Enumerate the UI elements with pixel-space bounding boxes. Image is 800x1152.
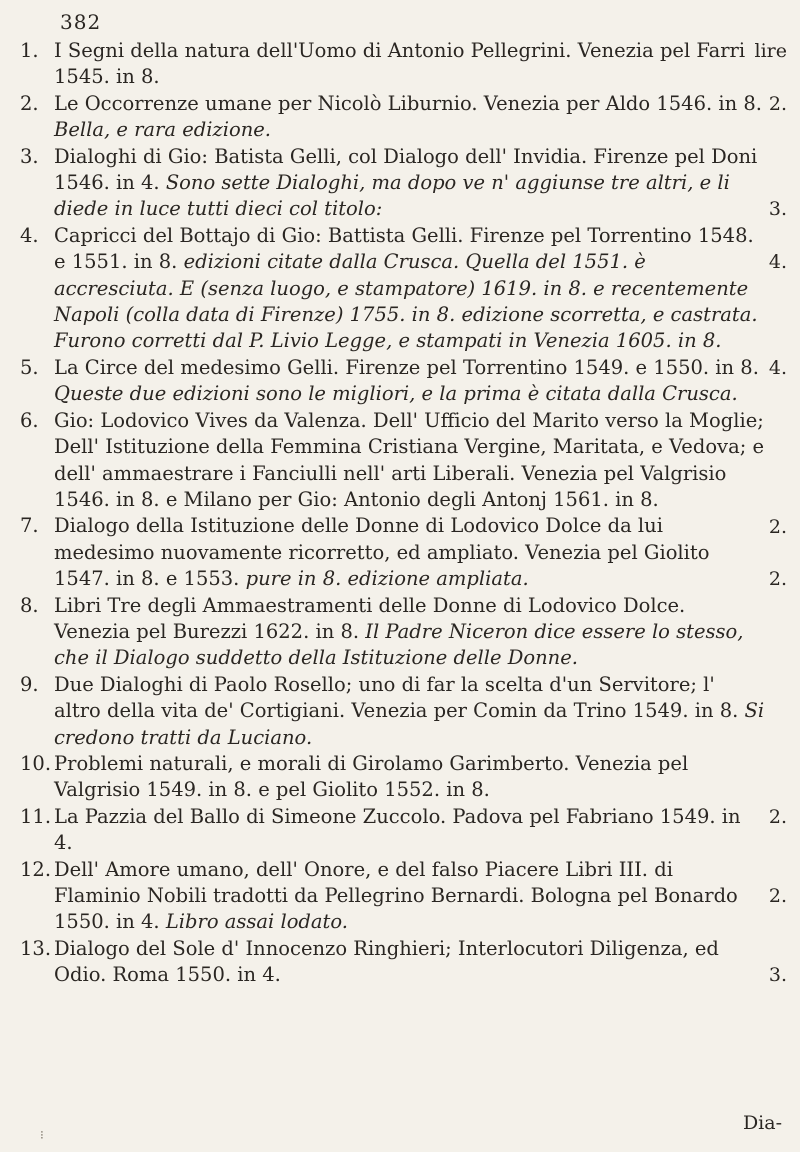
entry-text: Problemi naturali, e morali di Girolamo Garimberto. Venezia pel Valgrisio 1549. in 8. e pel Giolito 1552. in 8. [54,751,689,802]
entry-number: 1. [20,39,39,62]
entry-note: Sono sette Dialoghi, ma dopo ve n' aggiunse tre altri, e li diede in luce tutti dieci col titolo: [54,171,730,221]
entry-price: 4. [768,356,787,379]
entry-text: La Pazzia del Ballo di Simeone Zuccolo. Padova pel Fabriano 1549. in 4. [54,804,741,855]
catalog-entry [20,38,787,91]
entry-price: 2. [768,92,787,115]
catalog-entry [20,672,765,751]
entry-text: Dialogo della Istituzione delle Donne di Lodovico Dolce da lui medesimo nuovamente ricorretto, ed ampliato. Venezia pel Giolito 1547. in 8. e 1553. [54,514,710,591]
entry-number: 7. [20,514,39,538]
entry-note: Libro assai lodato. [165,910,348,934]
entry-price: 4. [768,250,787,273]
entry-text: Dell' Amore umano, dell' Onore, e del falso Piacere Libri III. di Flaminio Nobili tradotti da Pellegrino Bernardi. Bologna pel Bonardo 1550. in 4. [54,857,738,934]
entry-text: Libri Tre degli Ammaestramenti delle Donne di Lodovico Dolce. Venezia pel Burezzi 1622. in 8. [54,593,686,643]
entry-text: Due Dialoghi di Paolo Rosello; uno di far la scelta d'un Servitore; l' altro della vita de' Cortigiani. Venezia per Comin da Trino 1549. in 8. [54,672,745,723]
entry-price: lire [754,40,787,62]
entry-number: 10. [20,751,52,775]
entry-note: Si credono tratti da Luciano. [54,699,765,749]
catalog-entry [20,408,787,538]
catalog-entry [20,857,787,936]
catalog-entry [20,355,787,408]
entry-price: 2. [768,884,787,907]
entry-number: 8. [20,593,39,617]
entry-text: Capricci del Bottajo di Gio: Battista Gelli. Firenze pel Torrentino 1548. e 1551. in 8. [54,223,754,274]
entry-number: 4. [20,223,39,247]
entry-text: I Segni della natura dell'Uomo di Antonio Pellegrini. Venezia pel Farri 1545. in 8. [54,39,746,89]
entry-price: 3. [768,197,787,220]
catalog-entry [20,513,787,592]
entry-number: 13. [20,936,52,960]
catalog-entries [20,38,787,989]
catalog-entry [20,91,787,144]
entry-price: 3. [768,963,787,986]
catalog-entry [20,804,765,857]
entry-number: 6. [20,408,39,432]
entry-note: Bella, e rara edizione. [54,118,272,142]
catalog-entry [20,593,765,672]
catalog-entry [20,223,787,355]
entry-price: 2. [768,568,787,591]
entry-text: Gio: Lodovico Vives da Valenza. Dell' Ufficio del Marito verso la Moglie; Dell' Istituzione della Femmina Cristiana Vergine, Maritata, e Vedova; e dell' ammaestrare i Fanciulli nell' arti Liberali. Venezia pel Valgrisio 1546. in 8. e Milano per Gio: Antonio degli Antonj 1561. in 8. [54,408,765,511]
entry-number: 9. [20,672,39,696]
entry-number: 11. [20,804,52,828]
entry-note: Queste due edizioni sono le migliori, e la prima è citata dalla Crusca. [54,382,738,406]
entry-price: 2. [768,515,787,538]
entry-text: Le Occorrenze umane per Nicolò Liburnio. Venezia per Aldo 1546. in 8. [54,91,762,115]
entry-number: 2. [20,91,39,115]
entry-text: La Circe del medesimo Gelli. Firenze pel Torrentino 1549. e 1550. in 8. [54,355,759,379]
entry-price: 2. [768,805,787,828]
margin-mark: ⁝ [40,1128,44,1142]
entry-text: Dialoghi di Gio: Batista Gelli, col Dialogo dell' Invidia. Firenze pel Doni 1546. in 4. [54,144,758,195]
entry-number: 12. [20,857,52,881]
page-number: 382 [60,10,102,34]
entry-note: pure in 8. edizione ampliata. [245,567,529,591]
entry-number: 3. [20,144,39,168]
entry-note: edizioni citate dalla Crusca. Quella del 1551. è accresciuta. E (senza luogo, e stampatore) 1619. in 8. e recentemente Napoli (colla data di Firenze) 1755. in 8. edizione scorretta, e castrata. Furono corretti dal P. Livio Legge, e stampati in Venezia 1605. in 8. [54,250,758,353]
entry-number: 5. [20,355,39,379]
catchword: Dia- [742,1112,782,1134]
entry-text: Dialogo del Sole d' Innocenzo Ringhieri; Interlocutori Diligenza, ed Odio. Roma 1550. in 4. [54,936,719,987]
catalog-entry [20,936,787,989]
catalog-entry [20,144,787,223]
entry-note: Il Padre Niceron dice essere lo stesso, che il Dialogo suddetto della Istituzione delle Donne. [54,619,744,670]
